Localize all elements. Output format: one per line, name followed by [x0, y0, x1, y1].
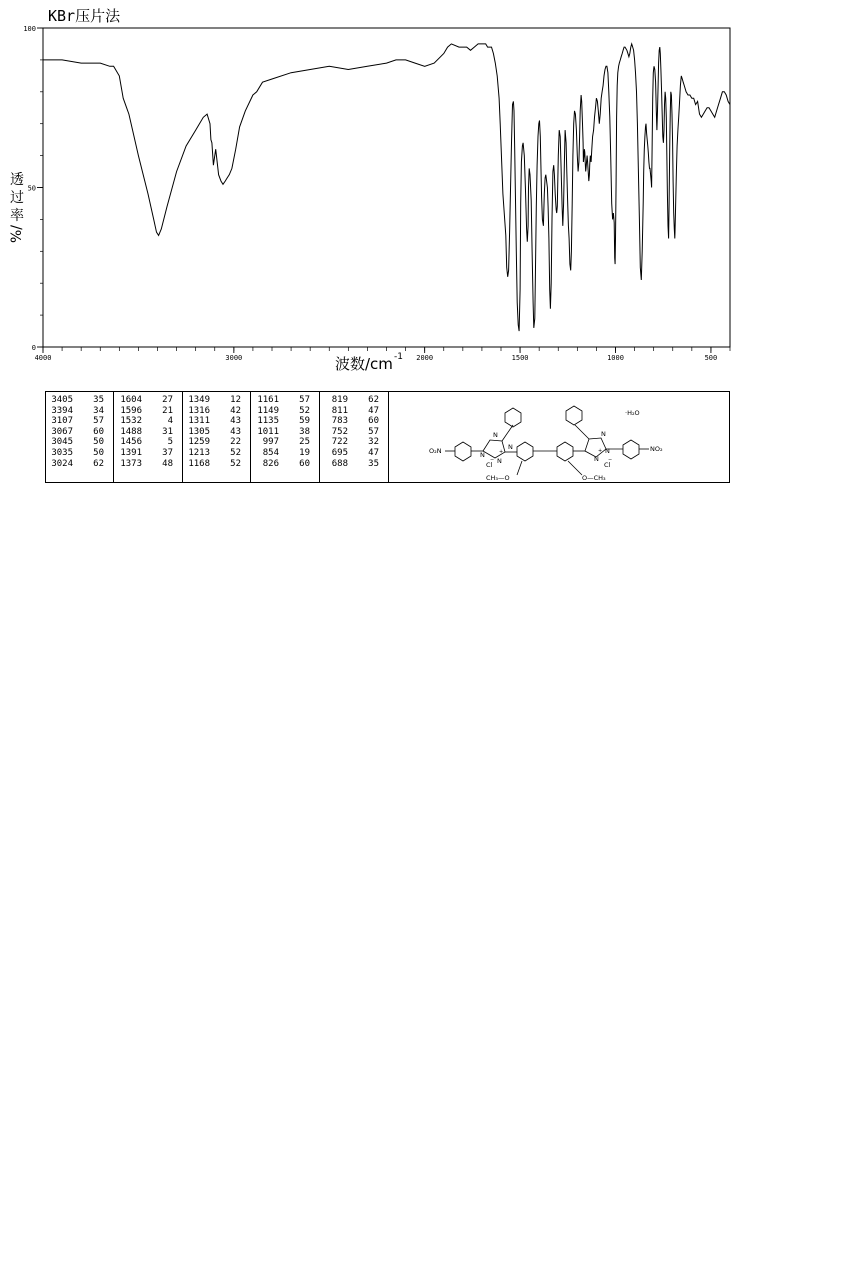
- peak-row: [114, 437, 182, 448]
- peak-wavenumber: 783: [331, 416, 348, 427]
- peak-transmittance: 57: [93, 416, 104, 427]
- peak-row: [114, 395, 182, 406]
- peak-row: [114, 448, 182, 459]
- peak-row: [183, 406, 250, 417]
- peak-transmittance: 62: [368, 395, 379, 405]
- peak-transmittance: 50: [93, 437, 104, 448]
- peak-row: [46, 448, 113, 459]
- right-chloride-charge: −: [608, 457, 613, 463]
- x-tick-label: 4000: [34, 354, 52, 362]
- left-plus-label: +: [499, 449, 504, 455]
- peak-column: [183, 392, 251, 482]
- y-axis-label-char: 过: [10, 190, 24, 206]
- spectrum-line: [43, 44, 730, 331]
- y-axis-label-char: 透: [10, 172, 24, 188]
- peak-row: [114, 459, 182, 470]
- peak-wavenumber: 688: [331, 458, 348, 469]
- peak-row: [46, 395, 113, 406]
- peak-transmittance: 57: [299, 395, 310, 405]
- peak-transmittance: 60: [93, 426, 104, 437]
- peak-wavenumber: 1135: [257, 416, 279, 427]
- peak-row: [183, 395, 250, 406]
- peak-row: [183, 459, 250, 470]
- peak-transmittance: 27: [162, 395, 173, 405]
- peak-row: [251, 395, 319, 406]
- peak-transmittance: 4: [167, 416, 173, 427]
- peak-transmittance: 52: [230, 458, 241, 469]
- peak-wavenumber: 3024: [51, 458, 73, 469]
- peak-transmittance: 32: [368, 437, 379, 448]
- peak-wavenumber: 1488: [120, 426, 142, 437]
- peak-wavenumber: 1213: [188, 447, 210, 458]
- x-tick-label: 1000: [607, 354, 624, 362]
- right-n-label: N: [601, 430, 606, 438]
- peak-row: [251, 416, 319, 427]
- peak-transmittance: 43: [230, 426, 241, 437]
- x-tick-label: 500: [704, 354, 718, 362]
- left-n-label: N: [493, 431, 498, 439]
- peak-row: [251, 427, 319, 438]
- peak-transmittance: 38: [299, 426, 310, 437]
- peak-column: [114, 392, 183, 482]
- right-biphenyl-ring: [557, 442, 573, 461]
- peak-row: [46, 427, 113, 438]
- peak-row: [114, 416, 182, 427]
- left-n2-label: N: [480, 451, 485, 459]
- peak-wavenumber: 1161: [257, 395, 279, 405]
- right-nitro-label: NO₂: [650, 445, 663, 453]
- peak-transmittance: 37: [162, 447, 173, 458]
- x-tick-label: 1500: [511, 354, 529, 362]
- peak-column: [320, 392, 389, 482]
- peak-column: [251, 392, 320, 482]
- peak-row: [320, 437, 388, 448]
- molecular-structure: [389, 393, 729, 481]
- peak-wavenumber: 1456: [120, 437, 142, 448]
- left-phenyl-ring: [505, 408, 521, 427]
- peak-row: [251, 406, 319, 417]
- peak-row: [251, 448, 319, 459]
- peak-row: [183, 427, 250, 438]
- peak-wavenumber: 811: [331, 405, 348, 416]
- peak-row: [320, 459, 388, 470]
- peak-wavenumber: 1259: [188, 437, 210, 448]
- peak-row: [183, 437, 250, 448]
- x-tick-label: 3000: [225, 354, 243, 362]
- methoxy-right-label: O—CH₃: [582, 474, 606, 481]
- ir-spectrum-chart: [0, 0, 850, 380]
- peak-row: [320, 395, 388, 406]
- y-tick-label: 50: [27, 184, 36, 193]
- peak-transmittance: 31: [162, 426, 173, 437]
- peak-transmittance: 35: [93, 395, 104, 405]
- structure-bonds: [445, 406, 649, 475]
- right-phenyl-ring: [566, 406, 582, 425]
- x-tick-label: 2000: [416, 354, 434, 362]
- peak-row: [320, 406, 388, 417]
- plot-area: [9, 25, 730, 373]
- peak-column: [46, 392, 114, 482]
- left-nitro-label: O₂N: [429, 447, 442, 455]
- peak-wavenumber: 1305: [188, 426, 210, 437]
- peak-wavenumber: 1391: [120, 447, 142, 458]
- peak-row: [183, 448, 250, 459]
- peak-wavenumber: 1011: [257, 426, 279, 437]
- hydrate-label: ·H₂O: [625, 409, 640, 417]
- peak-wavenumber: 752: [331, 426, 348, 437]
- peak-transmittance: 42: [230, 405, 241, 416]
- peak-transmittance: 52: [299, 405, 310, 416]
- peak-wavenumber: 1532: [120, 416, 142, 427]
- peak-row: [46, 416, 113, 427]
- y-tick-label: 100: [23, 25, 36, 33]
- peak-wavenumber: 819: [331, 395, 348, 405]
- peak-wavenumber: 1149: [257, 405, 279, 416]
- peak-wavenumber: 1604: [120, 395, 142, 405]
- peak-wavenumber: 1373: [120, 458, 142, 469]
- peak-wavenumber: 722: [331, 437, 348, 448]
- peak-wavenumber: 1311: [188, 416, 210, 427]
- left-biphenyl-ring: [517, 442, 533, 461]
- peak-wavenumber: 695: [331, 447, 348, 458]
- x-axis-label-exponent: -1: [394, 352, 403, 362]
- peak-wavenumber: 1596: [120, 405, 142, 416]
- peak-row: [251, 437, 319, 448]
- methoxy-left-label: CH₃—O: [486, 474, 510, 481]
- peak-wavenumber: 3107: [51, 416, 73, 427]
- peak-wavenumber: 3045: [51, 437, 73, 448]
- peak-transmittance: 43: [230, 416, 241, 427]
- peak-transmittance: 35: [368, 458, 379, 469]
- peak-transmittance: 62: [93, 458, 104, 469]
- peak-transmittance: 47: [368, 447, 379, 458]
- peak-transmittance: 52: [230, 447, 241, 458]
- peak-row: [320, 427, 388, 438]
- peak-transmittance: 59: [299, 416, 310, 427]
- peak-transmittance: 60: [299, 458, 310, 469]
- page-title: KBr压片法: [48, 7, 121, 25]
- peak-wavenumber: 1316: [188, 405, 210, 416]
- peak-transmittance: 5: [167, 437, 173, 448]
- peak-row: [320, 448, 388, 459]
- peak-row: [320, 416, 388, 427]
- right-nitrophenyl-ring: [623, 440, 639, 459]
- left-chloride-label: Cl: [486, 461, 493, 469]
- peak-wavenumber: 1349: [188, 395, 210, 405]
- peak-row: [183, 416, 250, 427]
- peak-wavenumber: 3035: [51, 447, 73, 458]
- peak-row: [46, 406, 113, 417]
- right-n2-label: N: [605, 447, 610, 455]
- peak-transmittance: 21: [162, 405, 173, 416]
- peak-transmittance: 57: [368, 426, 379, 437]
- peak-transmittance: 50: [93, 447, 104, 458]
- peak-wavenumber: 3067: [51, 426, 73, 437]
- peak-wavenumber: 997: [262, 437, 279, 448]
- x-axis-label: 波数/cm: [335, 355, 393, 373]
- peak-row: [46, 437, 113, 448]
- right-chloride-label: Cl: [604, 461, 611, 469]
- peak-transmittance: 48: [162, 458, 173, 469]
- peak-transmittance: 12: [230, 395, 241, 405]
- peak-row: [114, 427, 182, 438]
- peak-wavenumber: 826: [262, 458, 279, 469]
- right-plus-label: +: [598, 448, 603, 454]
- peak-wavenumber: 1168: [188, 458, 210, 469]
- y-tick-label: 0: [31, 344, 36, 352]
- peak-transmittance: 47: [368, 405, 379, 416]
- peak-transmittance: 34: [93, 405, 104, 416]
- y-axis-label-char: 率: [10, 208, 24, 224]
- peak-row: [114, 406, 182, 417]
- left-chloride-charge: −: [490, 457, 495, 463]
- peak-wavenumber: 3394: [51, 405, 73, 416]
- right-nplus-label: N: [594, 455, 599, 463]
- peak-transmittance: 60: [368, 416, 379, 427]
- peak-row: [251, 459, 319, 470]
- peak-transmittance: 25: [299, 437, 310, 448]
- peak-transmittance: 19: [299, 447, 310, 458]
- y-axis-label-char: %/: [9, 224, 25, 244]
- peak-row: [46, 459, 113, 470]
- peak-wavenumber: 854: [262, 447, 279, 458]
- left-n3-label: N: [508, 443, 513, 451]
- peak-wavenumber: 3405: [51, 395, 73, 405]
- left-nplus-label: N: [497, 457, 502, 465]
- left-nitrophenyl-ring: [455, 442, 471, 461]
- peak-transmittance: 22: [230, 437, 241, 448]
